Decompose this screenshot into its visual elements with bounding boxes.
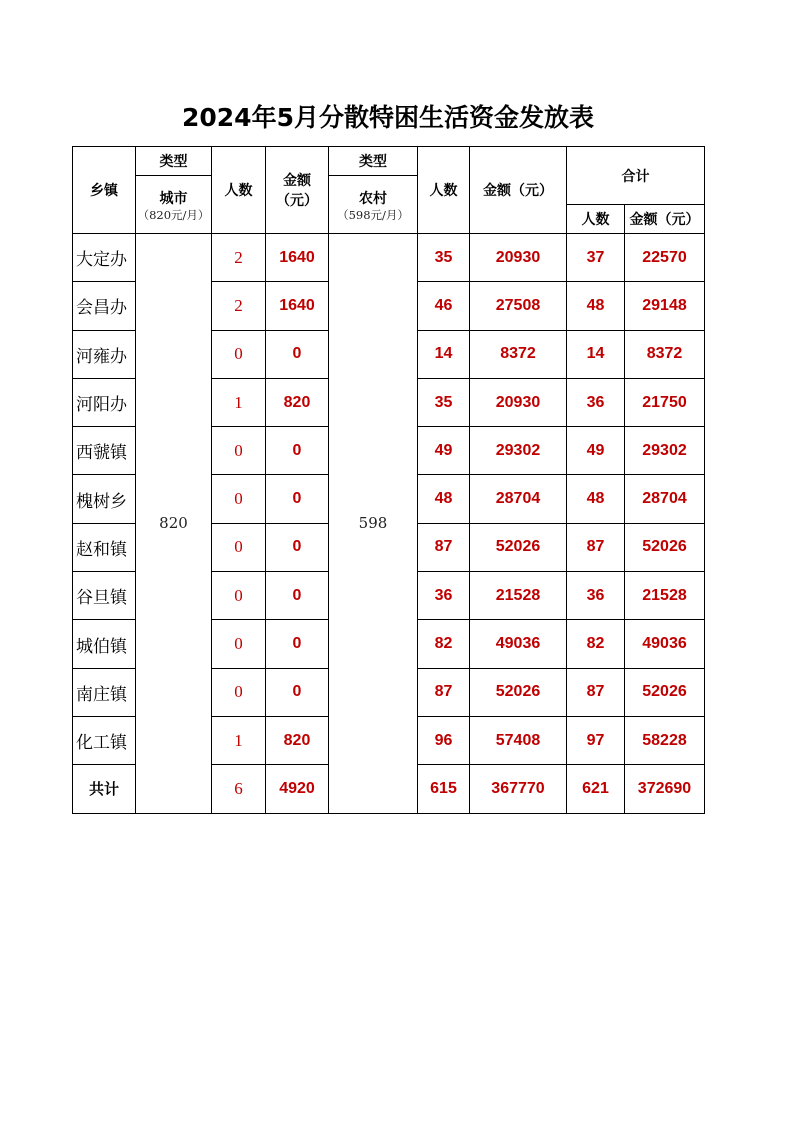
- urban-amount: 0: [266, 330, 329, 378]
- urban-amount: 1640: [266, 234, 329, 282]
- total-amount: 29148: [625, 282, 705, 330]
- total-amount: 21528: [625, 572, 705, 620]
- town-name: 大定办: [73, 234, 136, 282]
- table-row: [73, 234, 705, 282]
- rural-people-count: 82: [418, 620, 470, 668]
- town-name: 会昌办: [73, 282, 136, 330]
- rural-amount: 27508: [470, 282, 567, 330]
- rural-amount: 57408: [470, 716, 567, 764]
- urban-people-count: 0: [212, 620, 266, 668]
- urban-amount: 0: [266, 620, 329, 668]
- urban-people-count: 0: [212, 427, 266, 475]
- urban-people-count: 0: [212, 330, 266, 378]
- rural-people-count: 35: [418, 234, 470, 282]
- total-people-count: 87: [567, 668, 625, 716]
- total-people-count: 36: [567, 378, 625, 426]
- total-amount: 52026: [625, 523, 705, 571]
- relief-fund-table: [72, 146, 705, 814]
- header-urban-amount-a: 金额: [283, 173, 311, 189]
- total-people-count: 82: [567, 620, 625, 668]
- town-name: 河阳办: [73, 378, 136, 426]
- town-name: 谷旦镇: [73, 572, 136, 620]
- urban-amount: 0: [266, 572, 329, 620]
- total-amount: 49036: [625, 620, 705, 668]
- header-rural-people: 人数: [418, 147, 470, 234]
- header-rural-std: （598元/月）: [337, 207, 409, 222]
- urban-amount: 0: [266, 668, 329, 716]
- urban-people-count: 2: [212, 234, 266, 282]
- rural-standard-value: 598: [329, 234, 418, 814]
- rural-amount: 20930: [470, 378, 567, 426]
- total-amount: 22570: [625, 234, 705, 282]
- total-people-count: 14: [567, 330, 625, 378]
- rural-amount: 20930: [470, 234, 567, 282]
- urban-standard-value: 820: [136, 234, 212, 814]
- header-type-rural: 类型: [329, 147, 418, 176]
- header-urban: [136, 176, 212, 234]
- total-amount: 21750: [625, 378, 705, 426]
- total-amount: 8372: [625, 330, 705, 378]
- header-total-amount: 金额（元）: [625, 205, 705, 234]
- rural-people-count: 96: [418, 716, 470, 764]
- rural-amount: 52026: [470, 523, 567, 571]
- header-rural-amount: 金额（元）: [470, 147, 567, 234]
- urban-people-count: 1: [212, 378, 266, 426]
- rural-amount: 28704: [470, 475, 567, 523]
- town-name: 城伯镇: [73, 620, 136, 668]
- total-amount: 52026: [625, 668, 705, 716]
- header-rural: [329, 176, 418, 234]
- total-amount: 58228: [625, 716, 705, 764]
- urban-people-count: 0: [212, 475, 266, 523]
- header-urban-label: 城市: [159, 190, 188, 207]
- totals-rural-amount: 367770: [470, 765, 567, 813]
- rural-people-count: 36: [418, 572, 470, 620]
- total-people-count: 48: [567, 475, 625, 523]
- totals-rural-people: 615: [418, 765, 470, 813]
- rural-people-count: 35: [418, 378, 470, 426]
- total-people-count: 97: [567, 716, 625, 764]
- total-amount: 28704: [625, 475, 705, 523]
- town-name: 赵和镇: [73, 523, 136, 571]
- urban-people-count: 0: [212, 572, 266, 620]
- total-people-count: 36: [567, 572, 625, 620]
- rural-amount: 21528: [470, 572, 567, 620]
- urban-amount: 820: [266, 378, 329, 426]
- total-people-count: 37: [567, 234, 625, 282]
- rural-people-count: 87: [418, 523, 470, 571]
- total-amount: 29302: [625, 427, 705, 475]
- header-rural-label: 农村: [359, 190, 387, 207]
- header-urban-people: 人数: [212, 147, 266, 234]
- header-urban-std: （820元/月）: [137, 207, 210, 222]
- total-people-count: 87: [567, 523, 625, 571]
- rural-people-count: 87: [418, 668, 470, 716]
- totals-urban-people: 6: [212, 765, 266, 813]
- rural-amount: 49036: [470, 620, 567, 668]
- header-total: 合计: [567, 147, 705, 205]
- urban-people-count: 1: [212, 716, 266, 764]
- header-urban-amount-b: （元）: [276, 193, 318, 209]
- rural-amount: 52026: [470, 668, 567, 716]
- urban-amount: 820: [266, 716, 329, 764]
- rural-amount: 29302: [470, 427, 567, 475]
- urban-people-count: 0: [212, 523, 266, 571]
- urban-amount: 0: [266, 523, 329, 571]
- urban-amount: 0: [266, 427, 329, 475]
- rural-people-count: 46: [418, 282, 470, 330]
- header-total-people: 人数: [567, 205, 625, 234]
- town-name: 河雍办: [73, 330, 136, 378]
- total-people-count: 48: [567, 282, 625, 330]
- page-title: 2024年5月分散特困生活资金发放表: [182, 103, 594, 132]
- town-name: 化工镇: [73, 716, 136, 764]
- rural-people-count: 49: [418, 427, 470, 475]
- total-people-count: 49: [567, 427, 625, 475]
- town-name: 槐树乡: [73, 475, 136, 523]
- totals-total-amount: 372690: [625, 765, 705, 813]
- urban-amount: 1640: [266, 282, 329, 330]
- urban-amount: 0: [266, 475, 329, 523]
- urban-people-count: 0: [212, 668, 266, 716]
- rural-people-count: 48: [418, 475, 470, 523]
- rural-people-count: 14: [418, 330, 470, 378]
- rural-amount: 8372: [470, 330, 567, 378]
- totals-label: 共计: [73, 765, 136, 813]
- header-town: 乡镇: [73, 147, 136, 234]
- header-type-urban: 类型: [136, 147, 212, 176]
- totals-total-people: 621: [567, 765, 625, 813]
- town-name: 西虢镇: [73, 427, 136, 475]
- totals-urban-amount: 4920: [266, 765, 329, 813]
- town-name: 南庄镇: [73, 668, 136, 716]
- header-urban-amount: [266, 147, 329, 234]
- urban-people-count: 2: [212, 282, 266, 330]
